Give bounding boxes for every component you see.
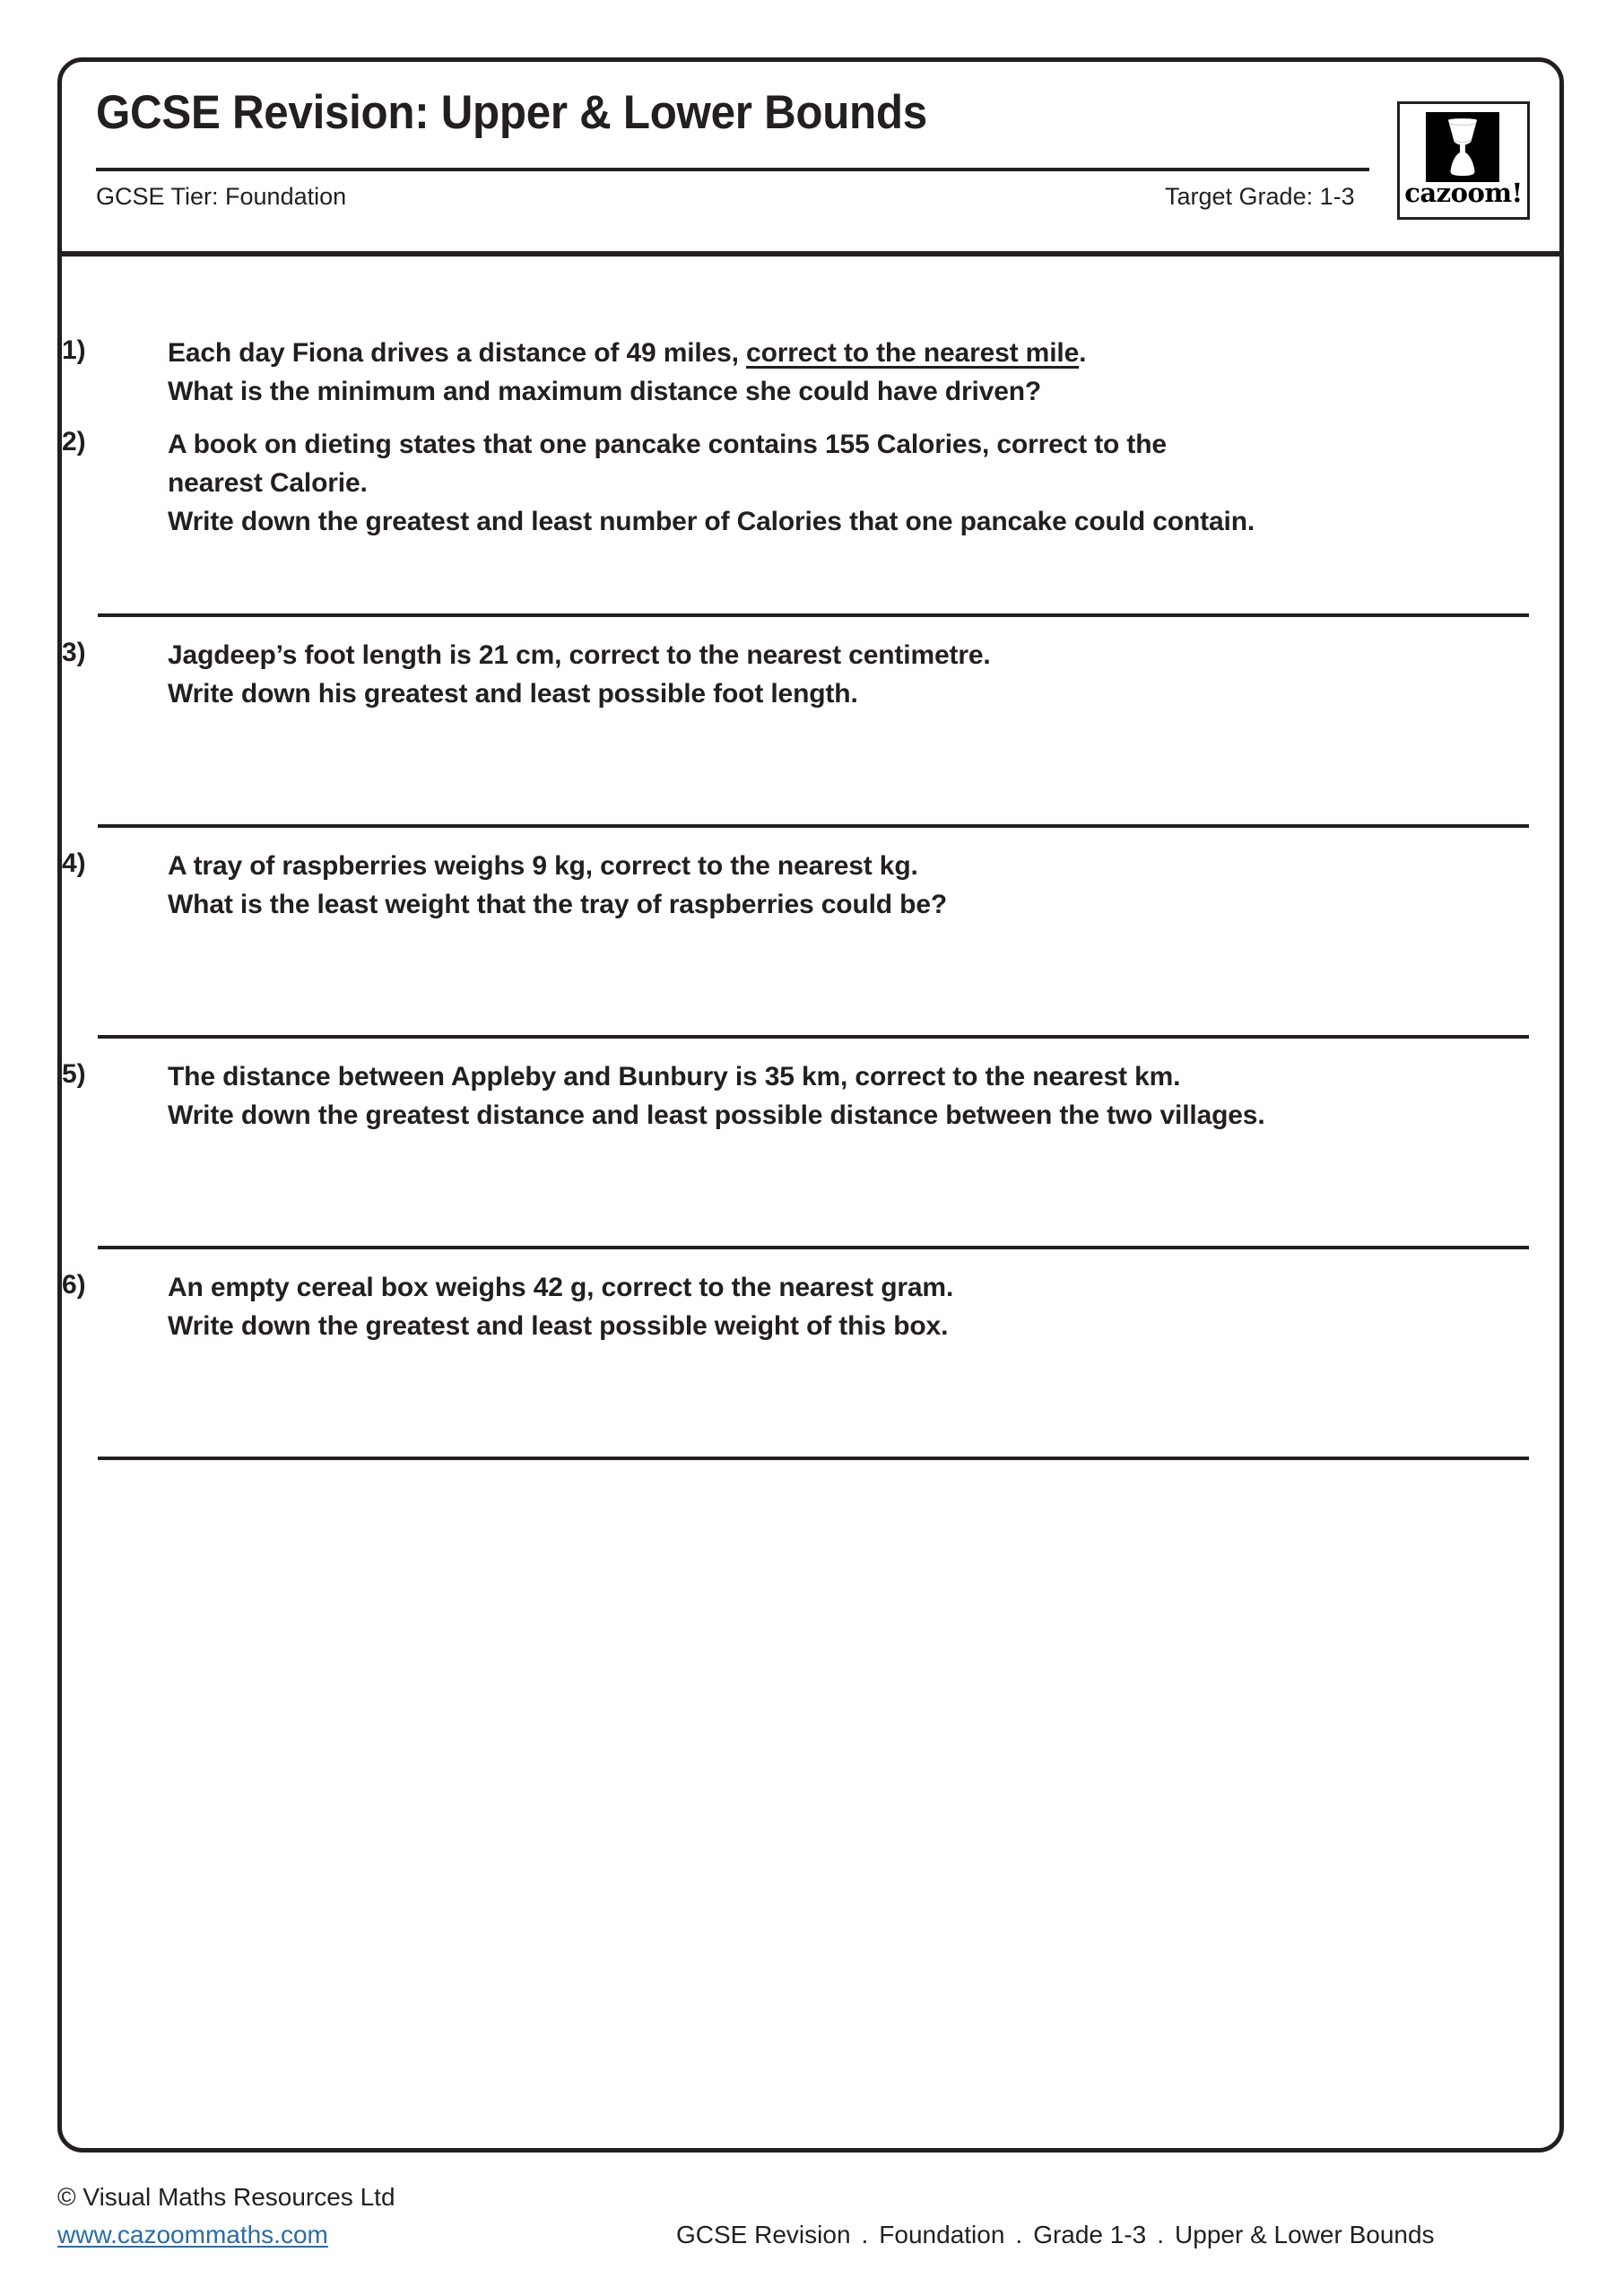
cazoom-logo xyxy=(1397,101,1530,220)
question-separator-rule xyxy=(98,1457,1529,1460)
copyright-notice: © Visual Maths Resources Ltd xyxy=(57,2183,395,2211)
breadcrumb-separator: . xyxy=(861,2221,869,2248)
drum-glass-icon xyxy=(1426,112,1499,182)
question-text-line xyxy=(168,335,1520,370)
question-text-segment: Write down the greatest and least number of Calories that one pancake could contain. xyxy=(168,507,1255,536)
breadcrumb-item: Upper & Lower Bounds xyxy=(1175,2221,1435,2248)
question-text-segment: Write down the greatest distance and least possible distance between the two villages. xyxy=(168,1100,1265,1130)
question-separator-rule xyxy=(98,824,1529,828)
question-text-line xyxy=(168,887,1520,922)
page-title: GCSE Revision: Upper & Lower Bounds xyxy=(96,86,927,139)
breadcrumb-item: Grade 1-3 xyxy=(1033,2221,1147,2248)
website-link[interactable]: www.cazoommaths.com xyxy=(57,2221,328,2248)
question-text-line xyxy=(168,504,1520,539)
question-text-line xyxy=(168,676,1520,711)
question-item xyxy=(62,848,1559,922)
logo-wordmark: cazoom! xyxy=(1404,178,1523,208)
question-text-segment-tail: . xyxy=(1079,338,1087,368)
header-divider-rule xyxy=(61,251,1560,257)
question-item xyxy=(62,335,1559,409)
question-separator-rule xyxy=(98,1035,1529,1039)
page-footer xyxy=(57,2183,1573,2291)
question-number: 4) xyxy=(62,848,86,878)
worksheet-page xyxy=(57,57,1564,2152)
question-item xyxy=(62,427,1559,539)
question-text-line xyxy=(168,465,1520,500)
question-text-segment: An empty cereal box weighs 42 g, correct to the nearest gram. xyxy=(168,1273,954,1302)
breadcrumb-item: GCSE Revision xyxy=(676,2221,851,2248)
question-text-line xyxy=(168,638,1520,673)
question-text-line xyxy=(168,1309,1520,1344)
question-number: 2) xyxy=(62,427,86,457)
question-text-segment: What is the minimum and maximum distance she could have driven? xyxy=(168,377,1042,406)
title-underline-rule xyxy=(96,168,1369,171)
question-number: 5) xyxy=(62,1059,86,1089)
target-grade-label: Target Grade: 1-3 xyxy=(1165,183,1355,210)
question-text-segment: A book on dieting states that one pancake contains 155 Calories, correct to the xyxy=(168,430,1167,459)
footer-breadcrumb xyxy=(676,2221,1435,2249)
question-text-segment: Write down his greatest and least possible foot length. xyxy=(168,679,858,709)
question-text-segment: A tray of raspberries weighs 9 kg, correct to the nearest kg. xyxy=(168,851,918,881)
question-number: 1) xyxy=(62,335,86,365)
question-number: 3) xyxy=(62,638,86,667)
question-text-line xyxy=(168,1059,1520,1094)
question-item xyxy=(62,1059,1559,1133)
question-text-segment: Write down the greatest and least possible weight of this box. xyxy=(168,1311,949,1341)
question-text-segment: What is the least weight that the tray of raspberries could be? xyxy=(168,890,948,919)
question-text-segment: Each day Fiona drives a distance of 49 miles, xyxy=(168,338,747,368)
question-text-line xyxy=(168,1098,1520,1133)
question-text-line xyxy=(168,427,1520,462)
question-text-segment: The distance between Appleby and Bunbury is 35 km, correct to the nearest km. xyxy=(168,1062,1181,1091)
question-text-segment: Jagdeep’s foot length is 21 cm, correct to the nearest centimetre. xyxy=(168,640,991,670)
question-text-segment: nearest Calorie. xyxy=(168,468,368,498)
question-text-line xyxy=(168,1270,1520,1305)
question-item xyxy=(62,1270,1559,1344)
question-separator-rule xyxy=(98,613,1529,617)
question-separator-rule xyxy=(98,1246,1529,1249)
breadcrumb-item: Foundation xyxy=(879,2221,1005,2248)
breadcrumb-separator: . xyxy=(1015,2221,1023,2248)
question-text-line xyxy=(168,848,1520,883)
question-item xyxy=(62,638,1559,711)
question-text-line xyxy=(168,374,1520,409)
question-number: 6) xyxy=(62,1270,86,1300)
question-text-underlined: correct to the nearest mile xyxy=(746,338,1080,368)
worksheet-header xyxy=(62,62,1559,251)
tier-label: GCSE Tier: Foundation xyxy=(96,183,347,210)
breadcrumb-separator: . xyxy=(1157,2221,1165,2248)
